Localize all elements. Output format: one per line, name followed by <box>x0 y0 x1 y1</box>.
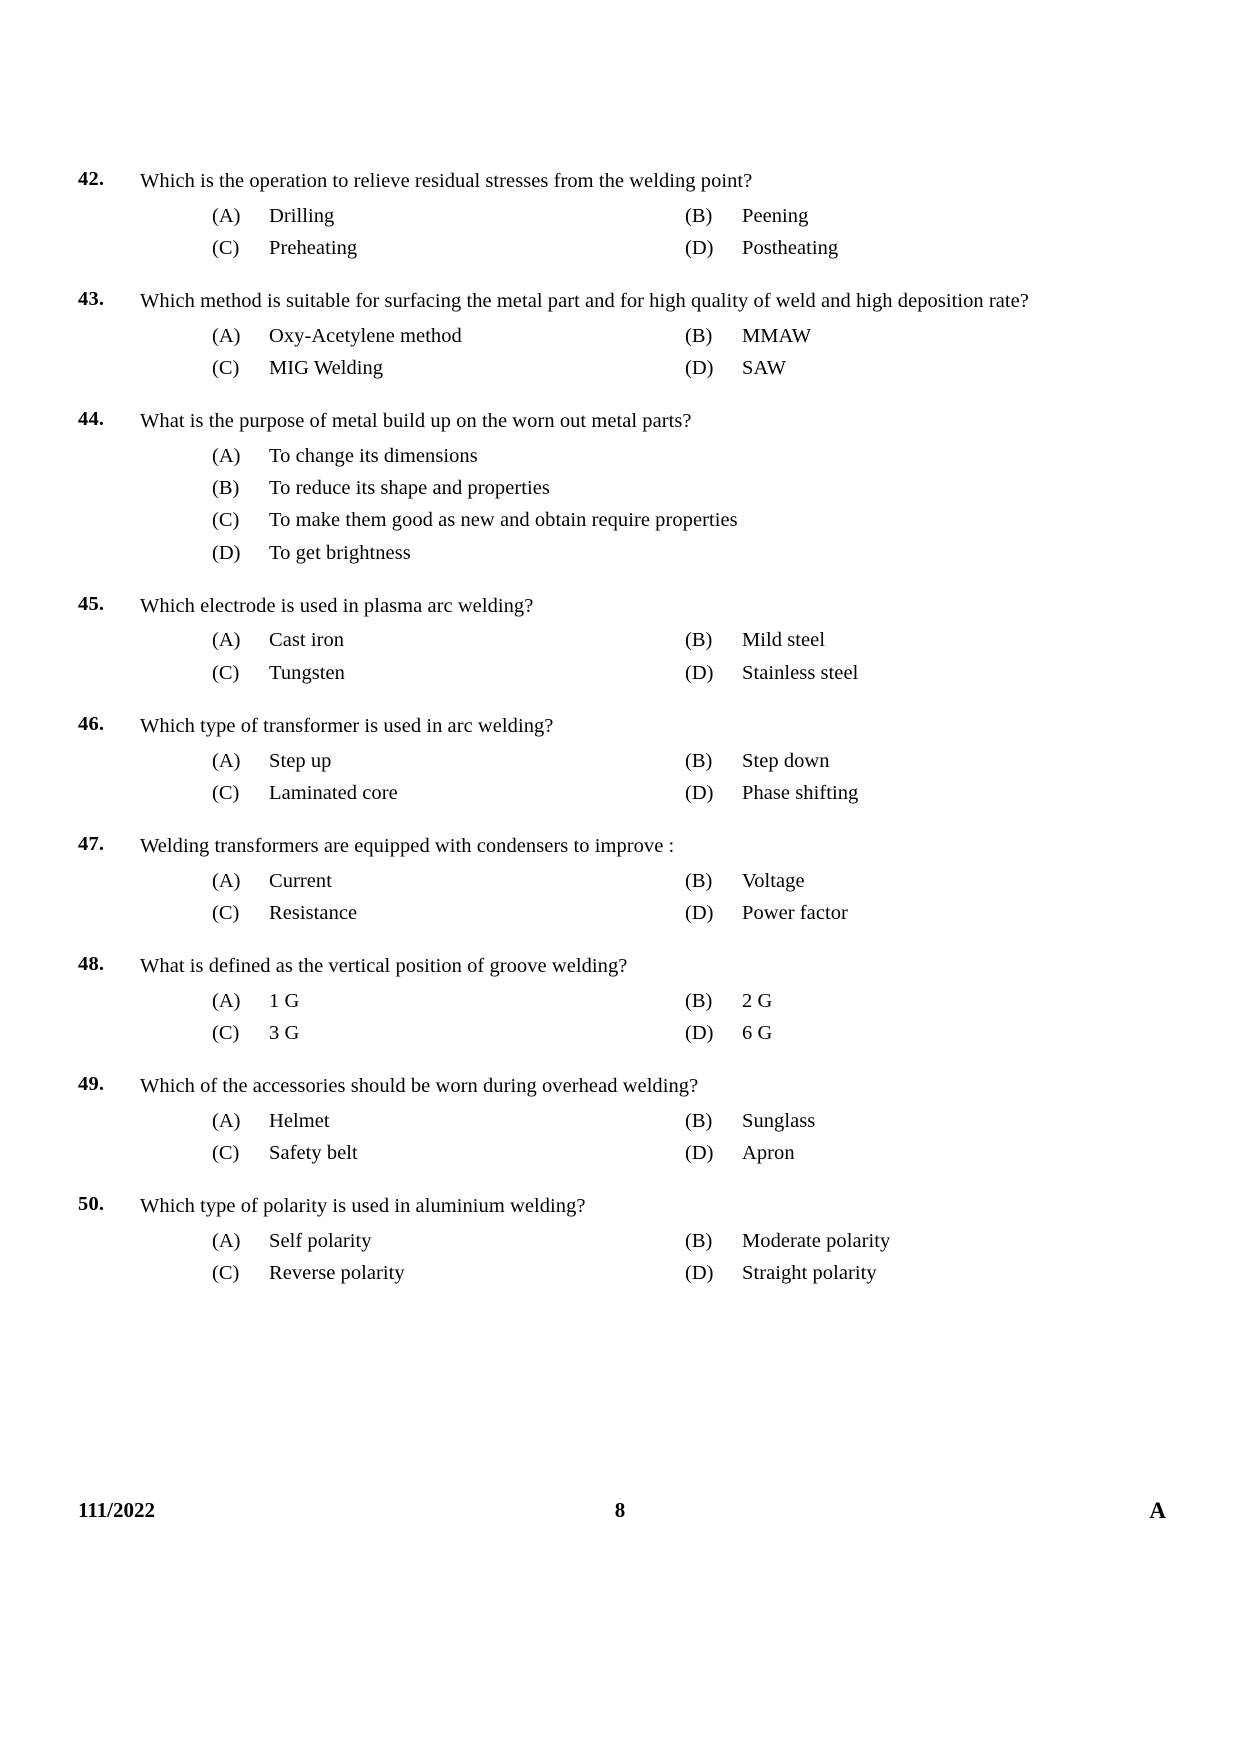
option-list <box>78 1108 1135 1166</box>
option-row <box>212 780 1135 806</box>
option-label: (A) <box>212 869 241 892</box>
option-label: (D) <box>685 781 714 804</box>
question-number: 44. <box>78 408 105 431</box>
option[interactable] <box>212 1228 685 1254</box>
option-label: (D) <box>685 901 714 924</box>
option-label: (C) <box>212 661 240 684</box>
option[interactable] <box>685 1228 1105 1254</box>
option-text: Step down <box>742 749 830 772</box>
question-header <box>78 713 1135 740</box>
option-label: (C) <box>212 901 240 924</box>
option[interactable] <box>685 1260 1105 1286</box>
option-list <box>78 323 1135 381</box>
option-row <box>212 323 1135 349</box>
option-row <box>212 475 1135 501</box>
page-footer <box>78 1498 1166 1538</box>
option-text: Resistance <box>269 901 358 924</box>
option-text: Self polarity <box>269 1229 372 1252</box>
option-row <box>212 1020 1135 1046</box>
question-number: 50. <box>78 1193 105 1216</box>
option-label: (B) <box>685 204 713 227</box>
option-label: (A) <box>212 629 241 652</box>
option-row <box>212 1228 1135 1254</box>
option-list <box>78 627 1135 685</box>
option-label: (D) <box>685 1142 714 1165</box>
option[interactable] <box>685 1140 1105 1166</box>
option[interactable] <box>685 323 1105 349</box>
option[interactable] <box>685 988 1105 1014</box>
option-row <box>212 748 1135 774</box>
option-label: (A) <box>212 324 241 347</box>
question-number: 43. <box>78 288 105 311</box>
option-label: (B) <box>685 629 713 652</box>
option[interactable] <box>685 627 1105 653</box>
option-text: Drilling <box>269 204 335 227</box>
option-label: (C) <box>212 356 240 379</box>
option-text: Apron <box>742 1142 795 1165</box>
option-label: (D) <box>685 1022 714 1044</box>
question-header <box>78 593 1135 620</box>
option-text: Mild steel <box>742 629 826 652</box>
question-text: Which method is suitable for surfacing the metal part and for high quality of weld and high deposition rate? <box>140 290 1029 313</box>
option-label: (B) <box>685 1229 713 1252</box>
question <box>78 953 1135 1046</box>
question-number: 45. <box>78 592 105 615</box>
question <box>78 1193 1135 1286</box>
option-label: (C) <box>212 781 240 804</box>
option-text: Reverse polarity <box>269 1262 405 1285</box>
option-label: (B) <box>685 989 713 1012</box>
option[interactable] <box>212 660 685 686</box>
question-number: 48. <box>78 953 105 976</box>
option-label: (B) <box>685 869 713 892</box>
question-text: Which of the accessories should be worn during overhead welding? <box>140 1075 699 1098</box>
option-text: To get brightness <box>269 541 411 564</box>
option-row <box>212 507 1135 533</box>
option-row <box>212 627 1135 653</box>
option-text: MIG Welding <box>269 356 384 379</box>
option-row <box>212 203 1135 229</box>
option-text: To change its dimensions <box>269 444 478 467</box>
option-text: To reduce its shape and properties <box>269 477 550 500</box>
option-label: (D) <box>685 356 714 379</box>
option[interactable] <box>212 1108 685 1134</box>
question-header <box>78 1073 1135 1100</box>
question-text: Welding transformers are equipped with condensers to improve : <box>140 835 675 858</box>
question-list <box>78 168 1135 1286</box>
option-text: Helmet <box>269 1109 330 1132</box>
question-number: 47. <box>78 833 105 856</box>
option-label: (A) <box>212 1109 241 1132</box>
option-text: Current <box>269 869 332 892</box>
option-text: Preheating <box>269 236 358 259</box>
option-label: (D) <box>212 541 241 564</box>
option-row <box>212 235 1135 261</box>
option-row <box>212 1260 1135 1286</box>
option-row <box>212 988 1135 1014</box>
option-row <box>212 1108 1135 1134</box>
option-text: 3 G <box>269 1022 300 1044</box>
option-label: (B) <box>685 324 713 347</box>
option[interactable] <box>685 748 1105 774</box>
option-list <box>78 203 1135 261</box>
option-label: (D) <box>685 661 714 684</box>
option[interactable] <box>212 323 685 349</box>
option-text: Tungsten <box>269 661 345 684</box>
option-label: (D) <box>685 1262 714 1285</box>
option-label: (B) <box>685 1109 713 1132</box>
option-label: (C) <box>212 509 240 532</box>
option[interactable] <box>212 627 685 653</box>
question <box>78 408 1135 566</box>
option-text: 2 G <box>742 989 773 1012</box>
option[interactable] <box>685 1108 1105 1134</box>
question-number: 49. <box>78 1073 105 1096</box>
option-text: Postheating <box>742 236 839 259</box>
question-header <box>78 1193 1135 1220</box>
paper-code: 111/2022 <box>78 1498 156 1522</box>
option-list <box>78 988 1135 1046</box>
question-header <box>78 288 1135 315</box>
option-text: 6 G <box>742 1022 773 1044</box>
option-list <box>78 443 1135 566</box>
option-text: MMAW <box>742 324 812 347</box>
option-row <box>212 1140 1135 1166</box>
option-label: (A) <box>212 1229 241 1252</box>
option[interactable] <box>212 988 685 1014</box>
option[interactable] <box>212 748 685 774</box>
option-label: (C) <box>212 1142 240 1165</box>
series-code: A <box>1149 1498 1166 1523</box>
question <box>78 833 1135 926</box>
page-number: 8 <box>614 1498 626 1522</box>
option[interactable] <box>212 540 1072 566</box>
option[interactable] <box>212 1020 685 1046</box>
option-text: Cast iron <box>269 629 345 652</box>
question-text: Which type of transformer is used in arc welding? <box>140 714 554 737</box>
option-text: Stainless steel <box>742 661 859 684</box>
question-header <box>78 168 1135 195</box>
question-number: 42. <box>78 168 105 190</box>
option[interactable] <box>212 900 685 926</box>
option-label: (C) <box>212 236 240 259</box>
option-label: (A) <box>212 749 241 772</box>
option-text: Voltage <box>742 869 805 892</box>
option-row <box>212 355 1135 381</box>
question-number: 46. <box>78 712 105 735</box>
option[interactable] <box>212 475 1072 501</box>
option-label: (A) <box>212 444 241 467</box>
option-text: Power factor <box>742 901 848 924</box>
question <box>78 168 1135 261</box>
option-label: (A) <box>212 204 241 227</box>
option-label: (C) <box>212 1022 240 1044</box>
option-label: (D) <box>685 236 714 259</box>
option-list <box>78 1228 1135 1286</box>
option[interactable] <box>212 780 685 806</box>
question-header <box>78 408 1135 435</box>
option-row <box>212 540 1135 566</box>
option-text: Sunglass <box>742 1109 816 1132</box>
option[interactable] <box>685 203 1105 229</box>
option-row <box>212 443 1135 469</box>
question-header <box>78 953 1135 980</box>
question <box>78 1073 1135 1166</box>
question-text: What is the purpose of metal build up on the worn out metal parts? <box>140 410 692 433</box>
option-row <box>212 660 1135 686</box>
question <box>78 713 1135 806</box>
option-list <box>78 868 1135 926</box>
option-text: 1 G <box>269 989 300 1012</box>
question-text: Which is the operation to relieve residual stresses from the welding point? <box>140 170 753 192</box>
option-text: Peening <box>742 204 809 227</box>
option-text: Laminated core <box>269 781 398 804</box>
question-text: What is defined as the vertical position of groove welding? <box>140 955 628 978</box>
option[interactable] <box>685 355 1105 381</box>
option[interactable] <box>685 1020 1105 1046</box>
option[interactable] <box>685 868 1105 894</box>
option[interactable] <box>685 900 1105 926</box>
option-text: Straight polarity <box>742 1262 877 1285</box>
option-text: Safety belt <box>269 1142 358 1165</box>
option[interactable] <box>685 660 1105 686</box>
option-row <box>212 900 1135 926</box>
option-text: To make them good as new and obtain require properties <box>269 509 738 532</box>
option[interactable] <box>212 203 685 229</box>
option[interactable] <box>212 1140 685 1166</box>
option-text: Moderate polarity <box>742 1229 891 1252</box>
question-text: Which electrode is used in plasma arc welding? <box>140 594 534 617</box>
option-text: SAW <box>742 356 787 379</box>
question <box>78 288 1135 381</box>
question <box>78 593 1135 686</box>
option[interactable] <box>212 507 1072 533</box>
question-header <box>78 833 1135 860</box>
option-row <box>212 868 1135 894</box>
option-label: (A) <box>212 989 241 1012</box>
option-text: Step up <box>269 749 332 772</box>
option-list <box>78 748 1135 806</box>
option[interactable] <box>212 443 1072 469</box>
option[interactable] <box>212 355 685 381</box>
question-text: Which type of polarity is used in aluminium welding? <box>140 1195 586 1218</box>
option-label: (B) <box>685 749 713 772</box>
option[interactable] <box>685 780 1105 806</box>
option[interactable] <box>212 235 685 261</box>
option[interactable] <box>212 868 685 894</box>
option-text: Phase shifting <box>742 781 859 804</box>
option-text: Oxy-Acetylene method <box>269 324 462 347</box>
option-label: (B) <box>212 477 240 500</box>
option-label: (C) <box>212 1262 240 1285</box>
option[interactable] <box>685 235 1105 261</box>
option[interactable] <box>212 1260 685 1286</box>
